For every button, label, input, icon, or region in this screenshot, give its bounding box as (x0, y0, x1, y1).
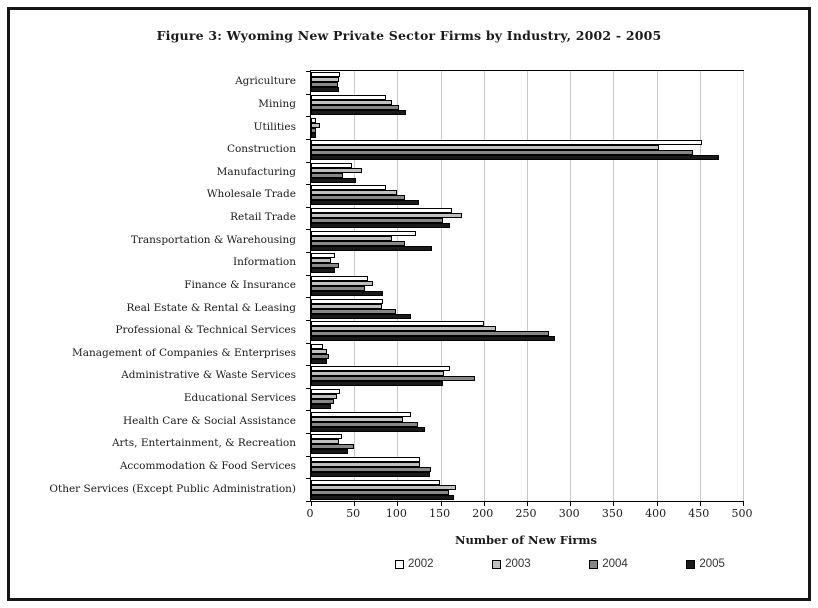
legend-item-2005 (686, 558, 725, 570)
legend (395, 558, 725, 570)
category-label: Manufacturing (216, 165, 296, 178)
bar-group (311, 94, 743, 117)
bar-group (311, 207, 743, 230)
y-axis-tickmark (306, 252, 311, 253)
bar-2005 (311, 223, 450, 228)
bar-group (311, 456, 743, 479)
y-axis-tickmark (306, 456, 311, 457)
x-axis-tickmark (743, 501, 744, 506)
x-axis-tickmark (570, 501, 571, 506)
x-axis-tickmark (484, 501, 485, 506)
bar-group (311, 252, 743, 275)
legend-label: 2004 (602, 558, 628, 570)
bar-group (311, 297, 743, 320)
category-label: Health Care & Social Assistance (122, 414, 296, 427)
y-axis-tickmark (306, 94, 311, 95)
legend-item-2003 (492, 558, 531, 570)
bar-group (311, 229, 743, 252)
x-axis-tickmark (354, 501, 355, 506)
bar-2005 (311, 359, 327, 364)
chart-title: Figure 3: Wyoming New Private Sector Firms by Industry, 2002 - 2005 (156, 28, 662, 43)
x-axis-tick-label: 300 (558, 507, 580, 520)
y-axis-tickmark (306, 116, 311, 117)
bar-group (311, 410, 743, 433)
y-axis-tickmark (306, 343, 311, 344)
bar-2005 (311, 246, 432, 251)
bar-2005 (311, 291, 383, 296)
y-axis-tickmark (306, 71, 311, 72)
category-label: Arts, Entertainment, & Recreation (111, 437, 296, 450)
x-axis-tickmark (397, 501, 398, 506)
category-label: Utilities (253, 120, 296, 133)
legend-label: 2003 (505, 558, 531, 570)
y-axis-tickmark (306, 207, 311, 208)
bar-group (311, 320, 743, 343)
legend-swatch-2002 (395, 560, 404, 569)
bar-group (311, 184, 743, 207)
y-axis-tickmark (306, 478, 311, 479)
bar-2005 (311, 495, 454, 500)
bar-group (311, 478, 743, 501)
bar-2005 (311, 404, 331, 409)
gridline (743, 71, 744, 501)
legend-swatch-2005 (686, 560, 695, 569)
bar-2005 (311, 427, 425, 432)
category-label: Wholesale Trade (206, 188, 296, 201)
bar-2005 (311, 110, 406, 115)
x-axis-tick-label: 100 (385, 507, 407, 520)
x-axis-tick-label: 50 (346, 507, 361, 520)
y-axis-tickmark (306, 365, 311, 366)
bar-group (311, 162, 743, 185)
category-label: Management of Companies & Enterprises (71, 346, 296, 359)
x-axis-tickmark (441, 501, 442, 506)
bar-2005 (311, 155, 719, 160)
category-label: Retail Trade (230, 211, 296, 224)
y-axis-tickmark (306, 184, 311, 185)
bar-group (311, 275, 743, 298)
x-axis-tickmark (700, 501, 701, 506)
x-axis-tick-label: 350 (601, 507, 623, 520)
x-axis-tickmark (613, 501, 614, 506)
legend-swatch-2003 (492, 560, 501, 569)
bar-2005 (311, 472, 430, 477)
bar-2005 (311, 314, 411, 319)
figure-frame (7, 7, 811, 601)
y-axis-tickmark (306, 388, 311, 389)
legend-item-2004 (589, 558, 628, 570)
y-axis-tickmark (306, 162, 311, 163)
category-label: Finance & Insurance (184, 278, 296, 291)
x-axis-tickmark (527, 501, 528, 506)
x-axis-tickmark (657, 501, 658, 506)
x-axis-tickmark (311, 501, 312, 506)
category-label: Other Services (Except Public Administration) (49, 482, 296, 495)
category-label: Agriculture (235, 75, 296, 88)
bar-group (311, 116, 743, 139)
legend-label: 2005 (699, 558, 725, 570)
bar-2005 (311, 87, 339, 92)
x-axis-tick-labels (306, 507, 753, 521)
bar-group (311, 388, 743, 411)
plot-rows (311, 71, 743, 501)
x-axis-tick-label: 250 (515, 507, 537, 520)
plot-area (310, 70, 744, 502)
y-axis-tickmark (306, 433, 311, 434)
category-label: Accommodation & Food Services (119, 459, 296, 472)
legend-swatch-2004 (589, 560, 598, 569)
category-label: Professional & Technical Services (115, 324, 296, 337)
x-axis-title: Number of New Firms (454, 533, 598, 547)
bar-2005 (311, 336, 555, 341)
category-label: Information (232, 256, 296, 269)
legend-item-2002 (395, 558, 434, 570)
bar-group (311, 71, 743, 94)
y-axis-tickmark (306, 229, 311, 230)
x-axis-tick-label: 150 (429, 507, 451, 520)
bar-2005 (311, 178, 356, 183)
bar-group (311, 433, 743, 456)
x-axis-tick-label: 400 (645, 507, 667, 520)
y-axis-tickmark (306, 320, 311, 321)
bar-group (311, 139, 743, 162)
category-label: Transportation & Warehousing (130, 233, 296, 246)
x-axis-tick-label: 0 (306, 507, 314, 520)
category-label: Real Estate & Rental & Leasing (126, 301, 296, 314)
category-label: Administrative & Waste Services (121, 369, 296, 382)
x-axis-tick-label: 500 (731, 507, 753, 520)
category-label: Educational Services (183, 392, 296, 405)
y-axis-tickmark (306, 410, 311, 411)
category-label: Mining (258, 97, 296, 110)
legend-label: 2002 (408, 558, 434, 570)
y-axis-tickmark (306, 297, 311, 298)
bar-2005 (311, 381, 443, 386)
bar-2005 (311, 133, 316, 138)
bar-group (311, 343, 743, 366)
x-axis-tick-label: 450 (688, 507, 710, 520)
category-labels (10, 70, 304, 500)
bar-2005 (311, 268, 335, 273)
y-axis-tickmark (306, 275, 311, 276)
y-axis-tickmark (306, 139, 311, 140)
category-label: Construction (226, 143, 296, 156)
bar-2005 (311, 200, 419, 205)
x-axis-tick-label: 200 (472, 507, 494, 520)
bar-2005 (311, 449, 348, 454)
bar-group (311, 365, 743, 388)
